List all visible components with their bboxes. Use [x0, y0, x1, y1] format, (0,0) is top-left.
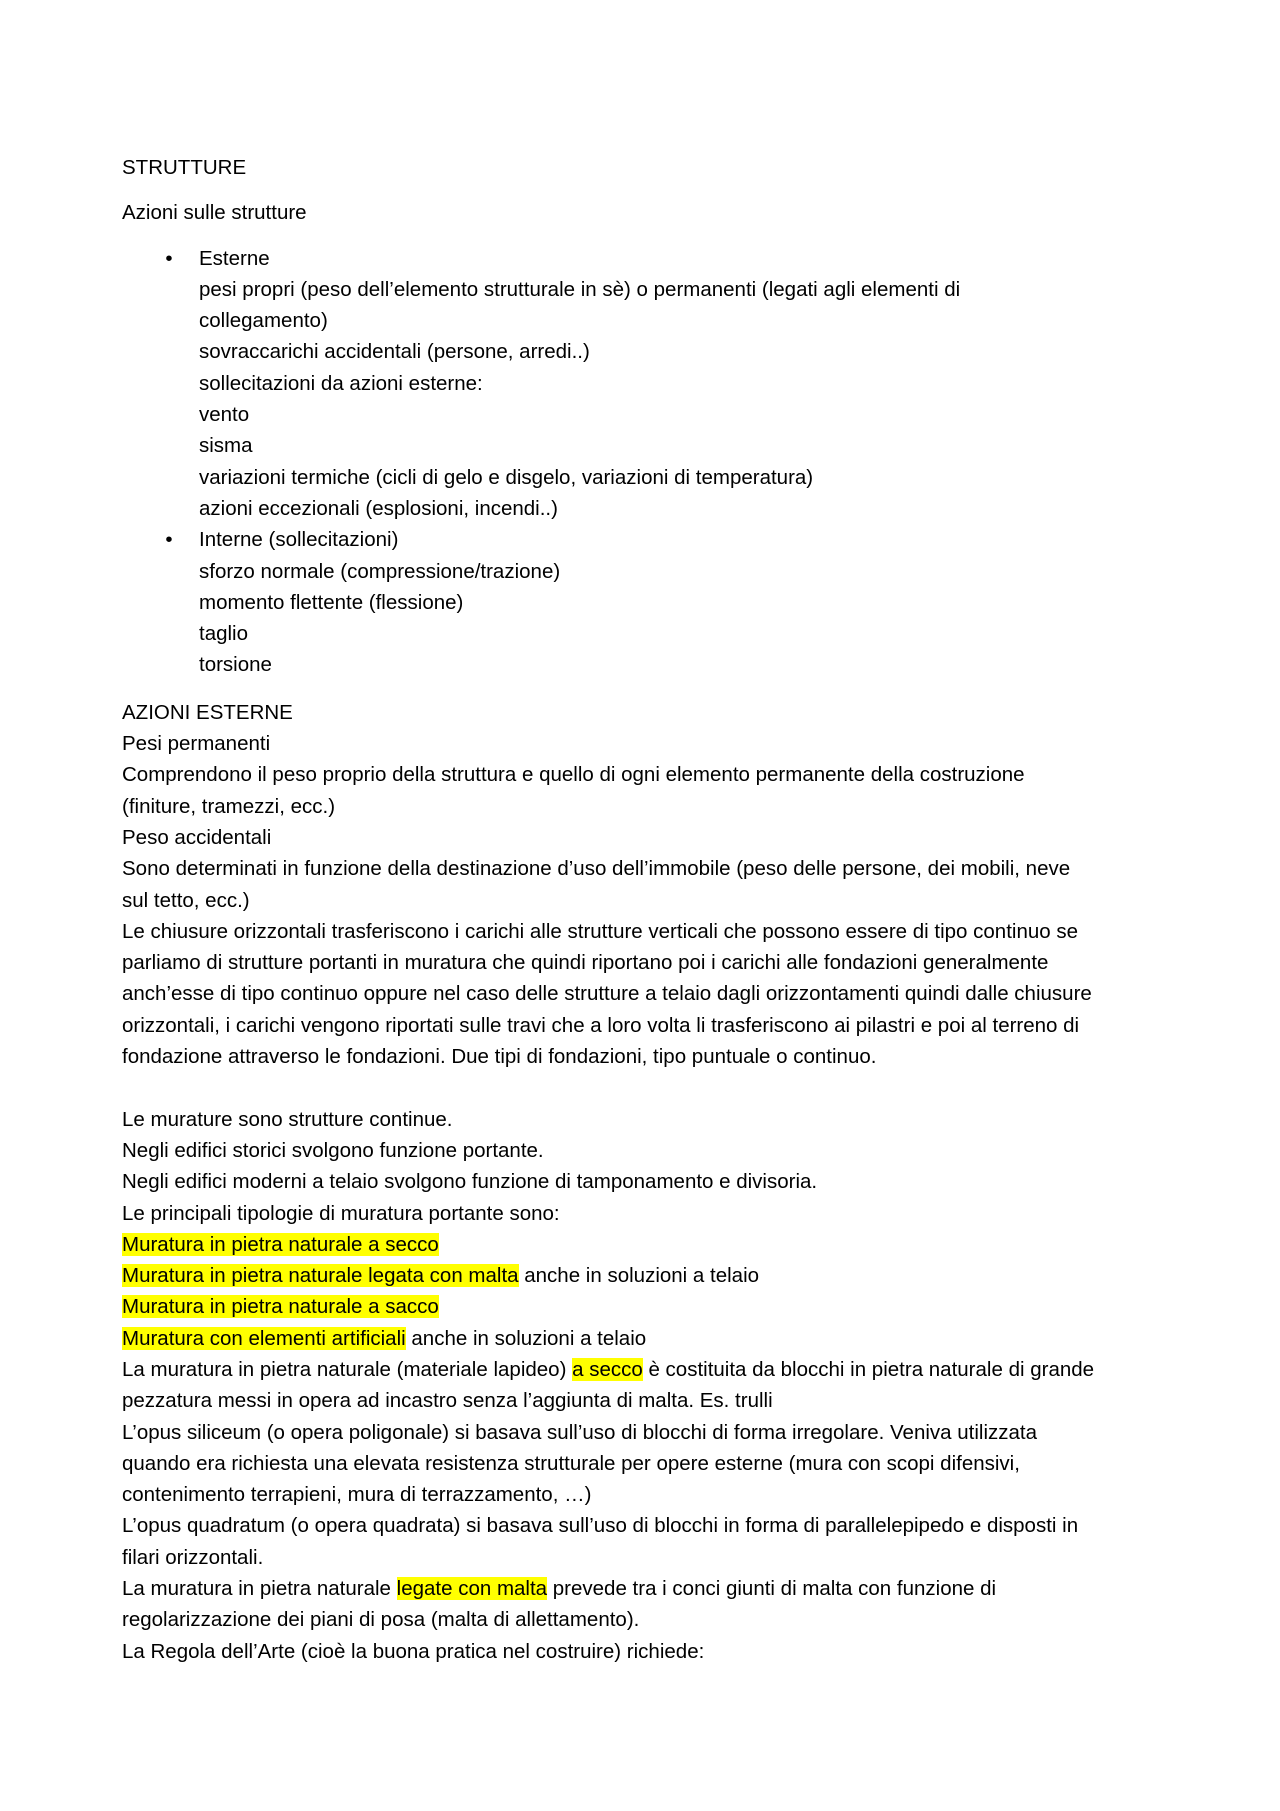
bullet-line: azioni eccezionali (esplosioni, incendi..) — [199, 496, 558, 520]
highlighted-text: Muratura in pietra naturale a secco — [122, 1232, 439, 1256]
bullet-line: torsione — [199, 653, 272, 677]
paragraph-line — [122, 1573, 1182, 1604]
bullet-line: taglio — [199, 622, 249, 646]
section-heading: AZIONI ESTERNE — [122, 700, 293, 724]
azioni-esterne-section — [122, 697, 1182, 1667]
paragraph-line — [122, 1354, 1182, 1385]
paragraph-line: contenimento terrapieni, mura di terrazzamento, …) — [122, 1483, 592, 1507]
text-run: è costituita da blocchi in pietra naturale di grande — [642, 1357, 1095, 1381]
paragraph-line: Negli edifici moderni a telaio svolgono funzione di tamponamento e divisoria. — [122, 1170, 818, 1194]
paragraph-line: quando era richiesta una elevata resistenza strutturale per opere esterne (mura con scopi difensivi, — [122, 1451, 1020, 1475]
bullet-line: momento flettente (flessione) — [199, 590, 464, 614]
bullet-interne — [122, 524, 1182, 680]
paragraph-line: anch’esse di tipo continuo oppure nel caso delle strutture a telaio dagli orizzontamenti quindi dalle chiusure — [122, 982, 1092, 1006]
bullet-line: pesi propri (peso dell’elemento strutturale in sè) o permanenti (legati agli elementi di — [199, 277, 961, 301]
paragraph-line: filari orizzontali. — [122, 1545, 264, 1569]
bullet-line: variazioni termiche (cicli di gelo e disgelo, variazioni di temperatura) — [199, 465, 814, 489]
text-run: La muratura in pietra naturale (materiale lapideo) — [122, 1357, 573, 1381]
highlighted-text: Muratura in pietra naturale a sacco — [122, 1295, 439, 1319]
bullet-line: sollecitazioni da azioni esterne: — [199, 371, 483, 395]
paragraph-line: pezzatura messi in opera ad incastro senza l’aggiunta di malta. Es. trulli — [122, 1389, 773, 1413]
bullet-esterne — [122, 243, 1182, 525]
paragraph-line: Negli edifici storici svolgono funzione portante. — [122, 1138, 544, 1162]
paragraph-line: regolarizzazione dei piani di posa (malta di allettamento). — [122, 1608, 640, 1632]
peso-accidentali-title: Peso accidentali — [122, 825, 272, 849]
bullet-line: vento — [199, 403, 250, 427]
document-title: STRUTTURE — [122, 156, 247, 179]
paragraph-line: Comprendono il peso proprio della struttura e quello di ogni elemento permanente della costruzione — [122, 763, 1025, 787]
blank-line — [122, 1072, 1182, 1103]
bullet-line: sforzo normale (compressione/trazione) — [199, 559, 561, 583]
tipologia-rest: anche in soluzioni a telaio — [405, 1326, 647, 1350]
highlighted-text: Muratura con elementi artificiali — [122, 1326, 406, 1350]
highlighted-text: legate con malta — [396, 1577, 548, 1601]
actions-bullet-list — [122, 243, 1182, 681]
section-subtitle: Azioni sulle strutture — [122, 201, 307, 225]
tipologia-item — [122, 1291, 1182, 1322]
paragraph-line: Le principali tipologie di muratura portante sono: — [122, 1201, 560, 1225]
paragraph-line: L’opus siliceum (o opera poligonale) si basava sull’uso di blocchi di forma irregolare. Veniva utilizzata — [122, 1420, 1038, 1444]
paragraph-line: (finiture, tramezzi, ecc.) — [122, 794, 336, 818]
tipologia-rest: anche in soluzioni a telaio — [518, 1264, 760, 1288]
paragraph-line: orizzontali, i carichi vengono riportati sulle travi che a loro volta li trasferiscono ai pilastri e poi al terreno di — [122, 1013, 1080, 1037]
paragraph-line: sul tetto, ecc.) — [122, 888, 250, 912]
bullet-head: Interne (sollecitazioni) — [199, 528, 399, 552]
tipologia-item — [122, 1260, 1182, 1291]
paragraph-line: parliamo di strutture portanti in muratura che quindi riportano poi i carichi alle fondazioni generalmente — [122, 951, 1049, 975]
document-page — [122, 152, 1182, 1667]
paragraph-line: Le chiusure orizzontali trasferiscono i carichi alle strutture verticali che possono essere di tipo continuo se — [122, 919, 1079, 943]
bullet-line: sisma — [199, 434, 253, 458]
tipologia-item — [122, 1229, 1182, 1260]
paragraph-line: La Regola dell’Arte (cioè la buona pratica nel costruire) richiede: — [122, 1639, 705, 1663]
bullet-head: Esterne — [199, 246, 270, 270]
bullet-marker: • — [165, 246, 173, 270]
highlighted-text: Muratura in pietra naturale legata con malta — [122, 1264, 519, 1288]
highlighted-text: a secco — [572, 1357, 643, 1381]
paragraph-line: Sono determinati in funzione della destinazione d’uso dell’immobile (peso delle persone, dei mobili, neve — [122, 857, 1071, 881]
bullet-line: collegamento) — [199, 309, 328, 333]
paragraph-line: fondazione attraverso le fondazioni. Due tipi di fondazioni, tipo puntuale o continuo. — [122, 1045, 877, 1069]
bullet-marker: • — [165, 528, 173, 552]
tipologia-item — [122, 1323, 1182, 1354]
paragraph-line: Le murature sono strutture continue. — [122, 1107, 453, 1131]
pesi-permanenti-title: Pesi permanenti — [122, 732, 271, 756]
paragraph-line: L’opus quadratum (o opera quadrata) si basava sull’uso di blocchi in forma di parallelepipedo e disposti in — [122, 1514, 1079, 1538]
bullet-line: sovraccarichi accidentali (persone, arredi..) — [199, 340, 590, 364]
text-run: La muratura in pietra naturale — [122, 1577, 397, 1601]
text-run: prevede tra i conci giunti di malta con funzione di — [547, 1577, 997, 1601]
